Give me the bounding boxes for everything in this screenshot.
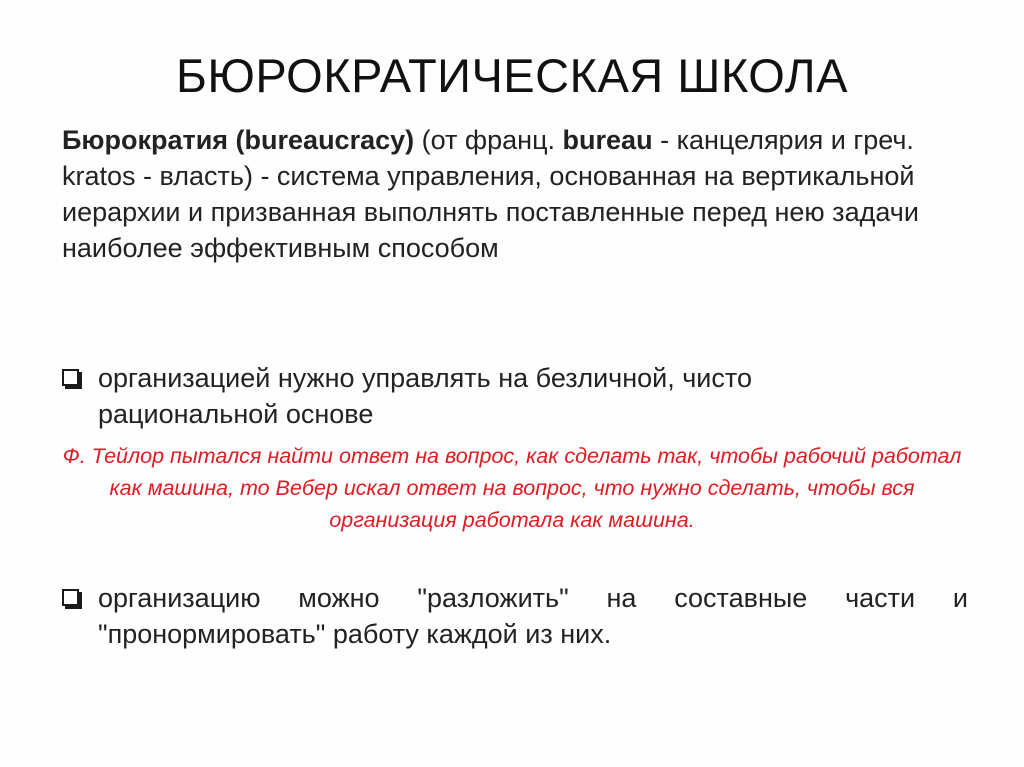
definition-paragraph bbox=[62, 122, 962, 266]
definition-from: (от франц. bbox=[414, 125, 563, 155]
slide-title: БЮРОКРАТИЧЕСКАЯ ШКОЛА bbox=[176, 49, 848, 102]
checkbox-bullet-icon bbox=[62, 369, 79, 386]
red-note: Ф. Тейлор пытался найти ответ на вопрос, как сделать так, чтобы рабочий работал как машина, то Вебер искал ответ на вопрос, что нужно сделать, чтобы вся организация работала как машина. bbox=[62, 444, 962, 532]
bullet-text: организацией нужно управлять на безличной, чисто рациональной основе bbox=[98, 363, 752, 429]
checkbox-bullet-icon bbox=[62, 589, 79, 606]
definition-term: Бюрократия (bureaucracy) bbox=[62, 125, 415, 155]
definition-rest: - канцелярия и греч. kratos - власть) - система управления, основанная на вертикальной иерархии и призванная выполнять поставленные перед нею задачи наиболее эффективным способом bbox=[62, 125, 919, 263]
bullet-text: организацию можно "разложить" на составные части и "пронормировать" работу каждой из них. bbox=[98, 583, 968, 649]
definition-bureau: bureau bbox=[562, 125, 653, 155]
